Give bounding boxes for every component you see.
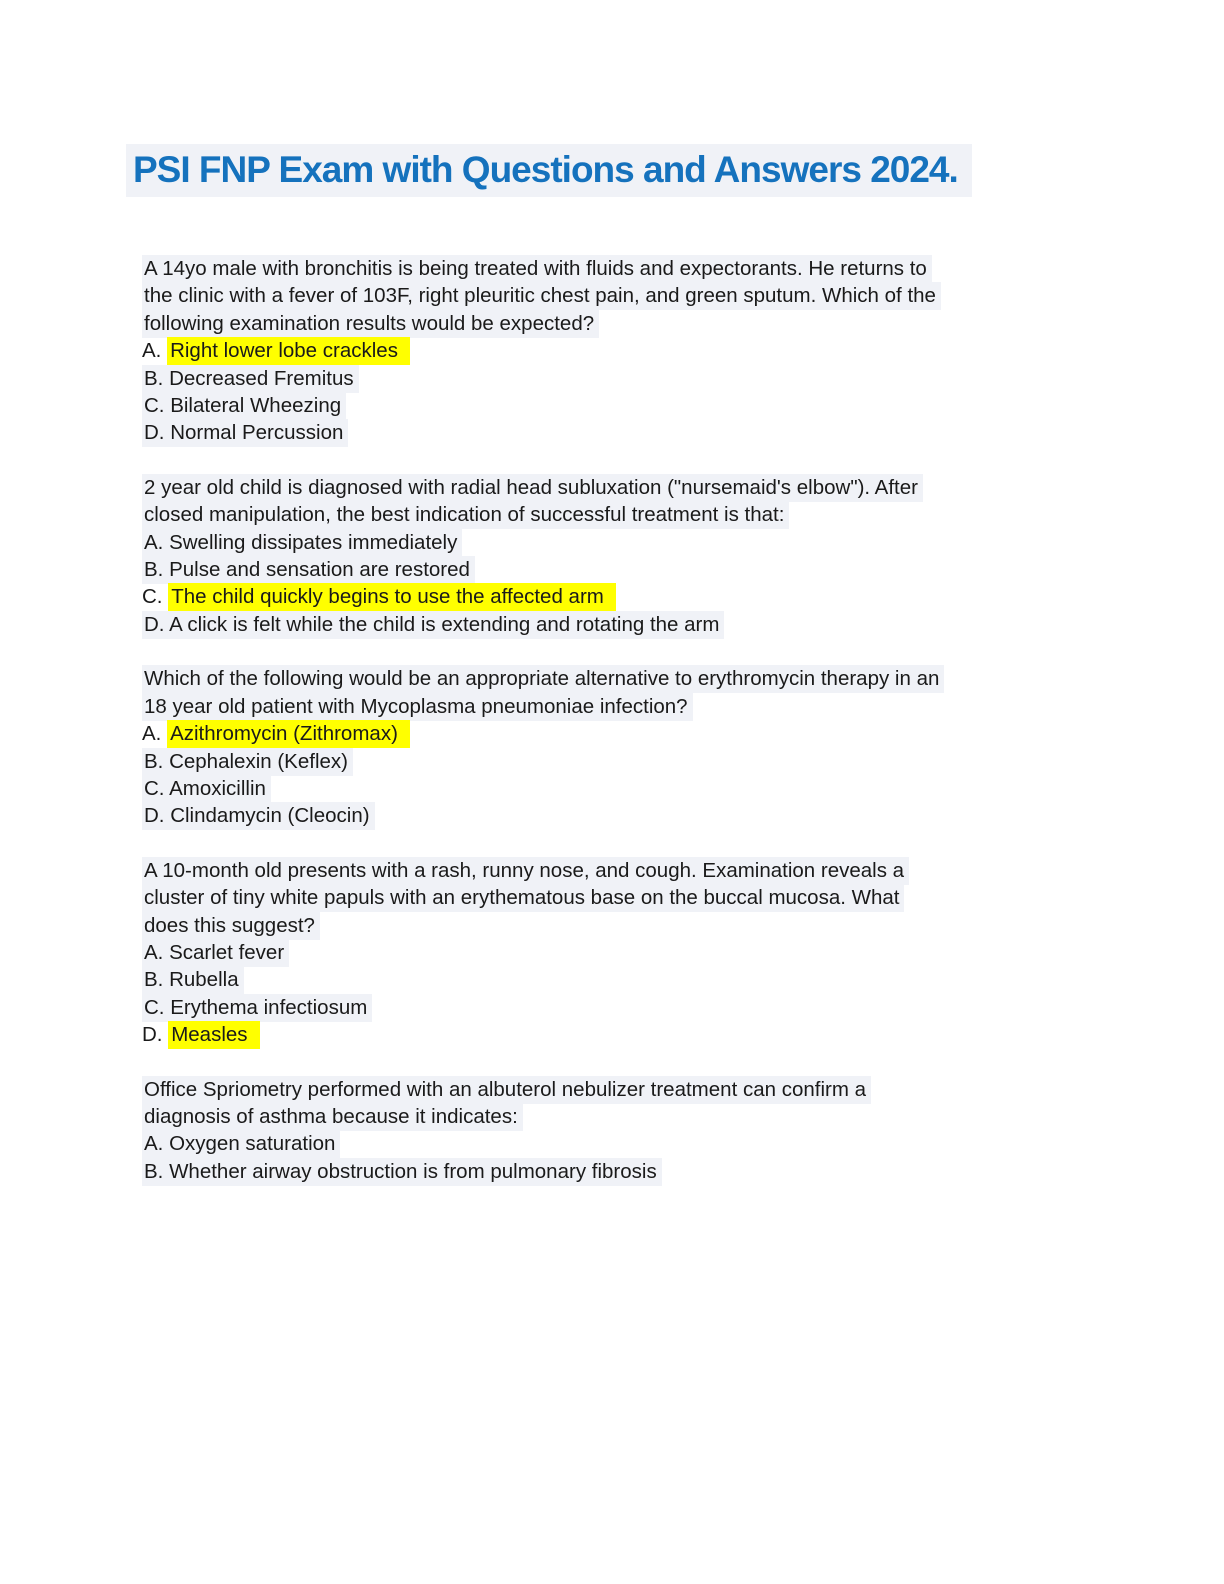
option-letter: D. — [144, 421, 165, 445]
stem-text: following examination results would be expected? — [142, 310, 599, 338]
questions-container — [142, 255, 1102, 1212]
option-line-highlight — [142, 802, 375, 830]
question-stem-line — [142, 282, 1102, 309]
option-letter: B. — [144, 749, 164, 773]
answer-option — [142, 1158, 1102, 1185]
option-line-highlight — [142, 365, 359, 393]
answer-option — [142, 1021, 1102, 1048]
option-text-label: A click is felt while the child is extending and rotating the arm — [169, 612, 720, 636]
question-stem-line — [142, 912, 1102, 939]
option-line-highlight — [142, 529, 462, 557]
answer-option — [142, 775, 1102, 802]
option-letter: C. — [144, 995, 165, 1019]
stem-text: A 10-month old presents with a rash, runny nose, and cough. Examination reveals a — [142, 857, 909, 885]
option-text-label: Bilateral Wheezing — [170, 394, 342, 418]
question-stem-line — [142, 884, 1102, 911]
stem-text: cluster of tiny white papuls with an erythematous base on the buccal mucosa. What — [142, 884, 904, 912]
answer-option — [142, 748, 1102, 775]
answer-option — [142, 966, 1102, 993]
option-line-highlight — [142, 392, 346, 420]
answer-option — [142, 529, 1102, 556]
question-stem-line — [142, 310, 1102, 337]
option-text-label: Oxygen saturation — [169, 1132, 336, 1156]
option-letter: C. — [144, 776, 165, 800]
question-stem-line — [142, 1076, 1102, 1103]
stem-text: 2 year old child is diagnosed with radial head subluxation ("nursemaid's elbow"). After — [142, 474, 923, 502]
answer-option — [142, 365, 1102, 392]
stem-text: A 14yo male with bronchitis is being treated with fluids and expectorants. He returns to — [142, 255, 932, 283]
correct-answer-highlight: Measles — [168, 1021, 259, 1049]
correct-answer-highlight: Right lower lobe crackles — [167, 337, 410, 365]
option-line-highlight — [142, 1130, 340, 1158]
option-text-label: Erythema infectiosum — [170, 995, 368, 1019]
stem-text: the clinic with a fever of 103F, right pleuritic chest pain, and green sputum. Which of the — [142, 282, 941, 310]
option-text-label: Rubella — [169, 968, 239, 992]
option-line-highlight — [142, 966, 244, 994]
option-text-label: Scarlet fever — [169, 940, 285, 964]
option-letter: A. — [144, 1132, 164, 1156]
answer-option — [142, 392, 1102, 419]
question-block — [142, 255, 1102, 447]
answer-option — [142, 994, 1102, 1021]
question-stem-line — [142, 501, 1102, 528]
stem-text: Which of the following would be an appropriate alternative to erythromycin therapy in an — [142, 665, 944, 693]
stem-text: does this suggest? — [142, 912, 320, 940]
option-letter: B. — [144, 968, 164, 992]
answer-option — [142, 611, 1102, 638]
answer-option — [142, 939, 1102, 966]
option-text-label: Pulse and sensation are restored — [169, 558, 470, 582]
option-text-label: Normal Percussion — [170, 421, 344, 445]
stem-text: 18 year old patient with Mycoplasma pneumoniae infection? — [142, 693, 693, 721]
page-title — [126, 144, 972, 197]
correct-answer-highlight: The child quickly begins to use the affected arm — [168, 583, 616, 611]
stem-text: diagnosis of asthma because it indicates: — [142, 1103, 523, 1131]
question-block — [142, 665, 1102, 829]
option-line-highlight — [142, 775, 271, 803]
option-line-highlight — [142, 1158, 662, 1186]
option-letter: B. — [144, 1159, 164, 1183]
option-letter: A. — [142, 339, 162, 363]
answer-option — [142, 802, 1102, 829]
answer-option — [142, 720, 1102, 747]
answer-option — [142, 419, 1102, 446]
option-letter: A. — [144, 940, 164, 964]
page-title-text: PSI FNP Exam with Questions and Answers 2024. — [126, 144, 972, 197]
option-line-highlight — [142, 939, 289, 967]
option-letter: D. — [144, 612, 165, 636]
question-stem-line — [142, 1103, 1102, 1130]
option-text-label: Amoxicillin — [169, 776, 266, 800]
question-stem-line — [142, 693, 1102, 720]
stem-text: Office Spriometry performed with an albuterol nebulizer treatment can confirm a — [142, 1076, 871, 1104]
option-line-highlight — [142, 556, 475, 584]
option-letter: A. — [144, 530, 164, 554]
correct-answer-highlight: Azithromycin (Zithromax) — [167, 720, 410, 748]
question-block — [142, 1076, 1102, 1186]
answer-option — [142, 556, 1102, 583]
option-text-label: Decreased Fremitus — [169, 366, 354, 390]
question-block — [142, 857, 1102, 1049]
option-letter: D. — [144, 804, 165, 828]
question-stem-line — [142, 255, 1102, 282]
answer-option — [142, 583, 1102, 610]
option-line-highlight — [142, 419, 348, 447]
answer-option — [142, 337, 1102, 364]
option-line-highlight — [142, 611, 724, 639]
option-text-label: Whether airway obstruction is from pulmonary fibrosis — [169, 1159, 657, 1183]
question-stem-line — [142, 665, 1102, 692]
option-letter: A. — [142, 722, 162, 746]
option-line-highlight — [142, 994, 372, 1022]
option-text-label: Swelling dissipates immediately — [169, 530, 458, 554]
option-letter: B. — [144, 366, 164, 390]
option-letter: D. — [142, 1023, 163, 1047]
question-stem-line — [142, 474, 1102, 501]
question-stem-line — [142, 857, 1102, 884]
option-letter: C. — [144, 394, 165, 418]
option-letter: B. — [144, 558, 164, 582]
answer-option — [142, 1130, 1102, 1157]
stem-text: closed manipulation, the best indication of successful treatment is that: — [142, 501, 789, 529]
option-letter: C. — [142, 585, 163, 609]
question-block — [142, 474, 1102, 638]
option-line-highlight — [142, 748, 353, 776]
option-text-label: Cephalexin (Keflex) — [169, 749, 348, 773]
option-text-label: Clindamycin (Cleocin) — [170, 804, 370, 828]
